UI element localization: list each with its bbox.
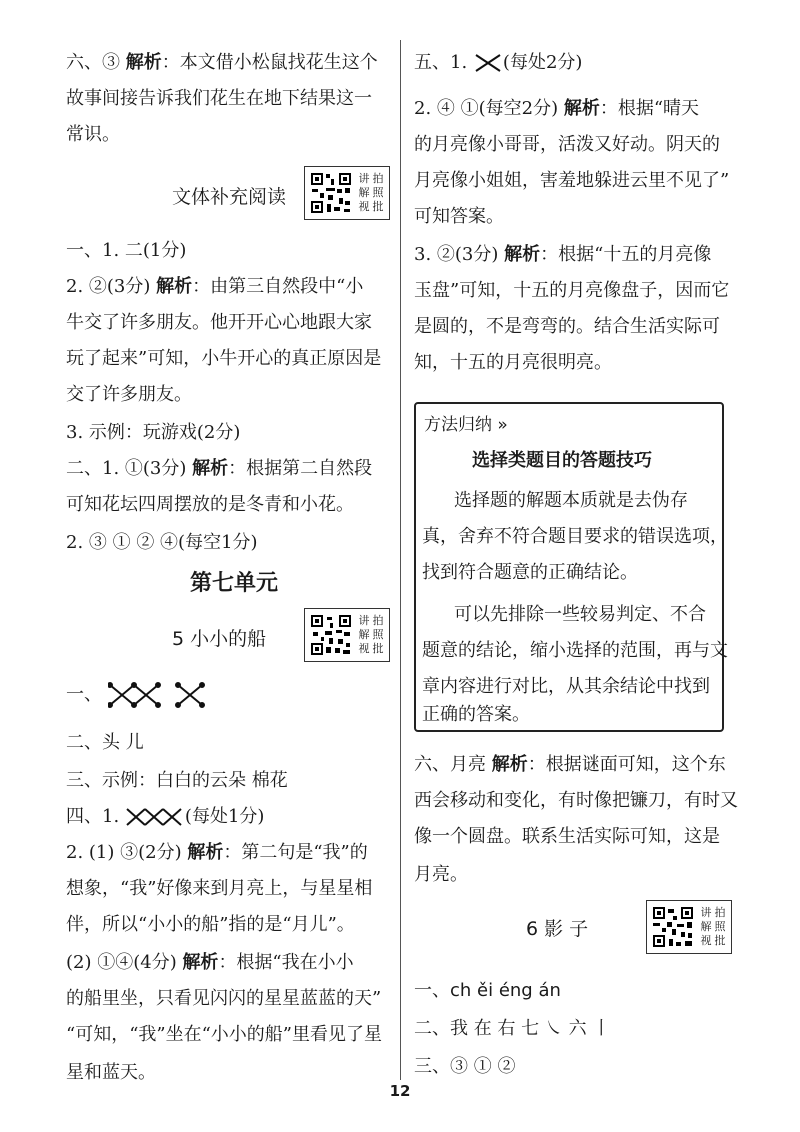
answer-line: 三、示例：白白的云朵 棉花 [66, 770, 288, 791]
answer-line: 月亮像小姐姐，害羞地躲进云里不见了” [414, 170, 730, 191]
answer-line: 一、ch ěi éng án [414, 980, 561, 1001]
answer-line: 伴，所以“小小的船”指的是“月儿”。 [66, 914, 355, 935]
text-line: 六、③ 解析：本文借小松鼠找花生这个 [66, 52, 378, 73]
method-text: 可以先排除一些较易判定、不合 [454, 604, 706, 625]
cross-lines-icon [108, 682, 220, 708]
answer-line: 交了许多朋友。 [66, 384, 192, 405]
qr-code-icon [309, 171, 353, 215]
qr-caption: 讲 拍 解 照 视 批 [700, 906, 726, 947]
qr-code-badge[interactable] [304, 608, 390, 662]
method-text: 选择题的解题本质就是去伪存 [454, 490, 688, 511]
answer-line: 牛交了许多朋友。他开开心心地跟大家 [66, 312, 372, 333]
answer-line: 的船里坐，只看见闪闪的星星蓝蓝的天” [66, 988, 382, 1009]
answer-line: 想象，“我”好像来到月亮上，与星星相 [66, 878, 373, 899]
method-text: 找到符合题意的正确结论。 [422, 562, 638, 583]
answer-line: 可知答案。 [414, 206, 504, 227]
method-text: 章内容进行对比，从其余结论中找到 [422, 676, 710, 697]
text-line: 故事间接告诉我们花生在地下结果这一 [66, 88, 372, 109]
text-line: 常识。 [66, 124, 120, 145]
answer-line: 玩了起来”可知，小牛开心的真正原因是 [66, 348, 382, 369]
answer-line: 二、头 儿 [66, 732, 144, 753]
answer-line: 3. 示例：玩游戏(2分) [66, 422, 241, 443]
answer-line: 四、1. (每处1分) [66, 806, 265, 827]
lesson-title: 5 小小的船 [172, 628, 267, 650]
answer-line: 二、1. ①(3分) 解析：根据第二自然段 [66, 458, 373, 479]
method-title: 选择类题目的答题技巧 [472, 450, 652, 471]
answer-line: 可知花坛四周摆放的是冬青和小花。 [66, 494, 354, 515]
qr-code-badge[interactable] [646, 900, 732, 954]
method-text: 真，舍弃不符合题目要求的错误选项， [422, 526, 728, 547]
qr-caption: 讲 拍 解 照 视 批 [358, 614, 384, 655]
answer-line: 五、1. (每处2分) [414, 52, 583, 73]
lesson-title: 6 影 子 [526, 918, 589, 940]
qr-code-badge[interactable] [304, 166, 390, 220]
qr-code-icon [651, 905, 695, 949]
answer-line: 玉盘”可知，十五的月亮像盘子，因而它 [414, 280, 730, 301]
answer-line: 的月亮像小哥哥，活泼又好动。阴天的 [414, 134, 720, 155]
qr-caption: 讲 拍 解 照 视 批 [358, 172, 384, 213]
answer-line: 3. ②(3分) 解析：根据“十五的月亮像 [414, 244, 712, 265]
answer-line: 一、1. 二(1分) [66, 240, 187, 261]
section-title: 文体补充阅读 [172, 186, 287, 208]
method-text: 题意的结论，缩小选择的范围，再与文 [422, 640, 728, 661]
method-text: 正确的答案。 [422, 704, 530, 725]
answer-line: 2. ③ ① ② ④(每空1分) [66, 532, 258, 553]
answer-line: 2. (1) ③(2分) 解析：第二句是“我”的 [66, 842, 368, 863]
answer-line: 月亮。 [414, 864, 468, 885]
method-summary-box [414, 402, 728, 732]
answer-line: 西会移动和变化，有时像把镰刀，有时又 [414, 790, 738, 811]
qr-code-icon [309, 613, 353, 657]
answer-line: 知，十五的月亮很明亮。 [414, 352, 612, 373]
answer-line: 星和蓝天。 [66, 1062, 156, 1083]
column-divider [400, 40, 401, 1080]
unit-title: 第七单元 [190, 571, 279, 596]
answer-line: 二、我 在 右 七 ㇏ 六 丨 [414, 1018, 611, 1039]
answer-line: 2. ④ ①(每空2分) 解析：根据“晴天 [414, 98, 700, 119]
cross-lines-icon [473, 52, 503, 74]
cross-lines-icon [125, 806, 185, 828]
answer-line: “可知，“我”坐在“小小的船”里看见了星 [66, 1024, 383, 1045]
method-label: 方法归纳 » [424, 415, 508, 435]
answer-line: 六、月亮 解析：根据谜面可知，这个东 [414, 754, 726, 775]
answer-line: 像一个圆盘。联系生活实际可知，这是 [414, 826, 720, 847]
page-number: 12 [389, 1082, 411, 1100]
answer-line: (2) ①④(4分) 解析：根据“我在小小 [66, 952, 354, 973]
answer-line: 三、③ ① ② [414, 1056, 516, 1077]
answer-line: 2. ②(3分) 解析：由第三自然段中“小 [66, 276, 364, 297]
answer-line: 一、 [66, 682, 220, 708]
answer-line: 是圆的，不是弯弯的。结合生活实际可 [414, 316, 720, 337]
